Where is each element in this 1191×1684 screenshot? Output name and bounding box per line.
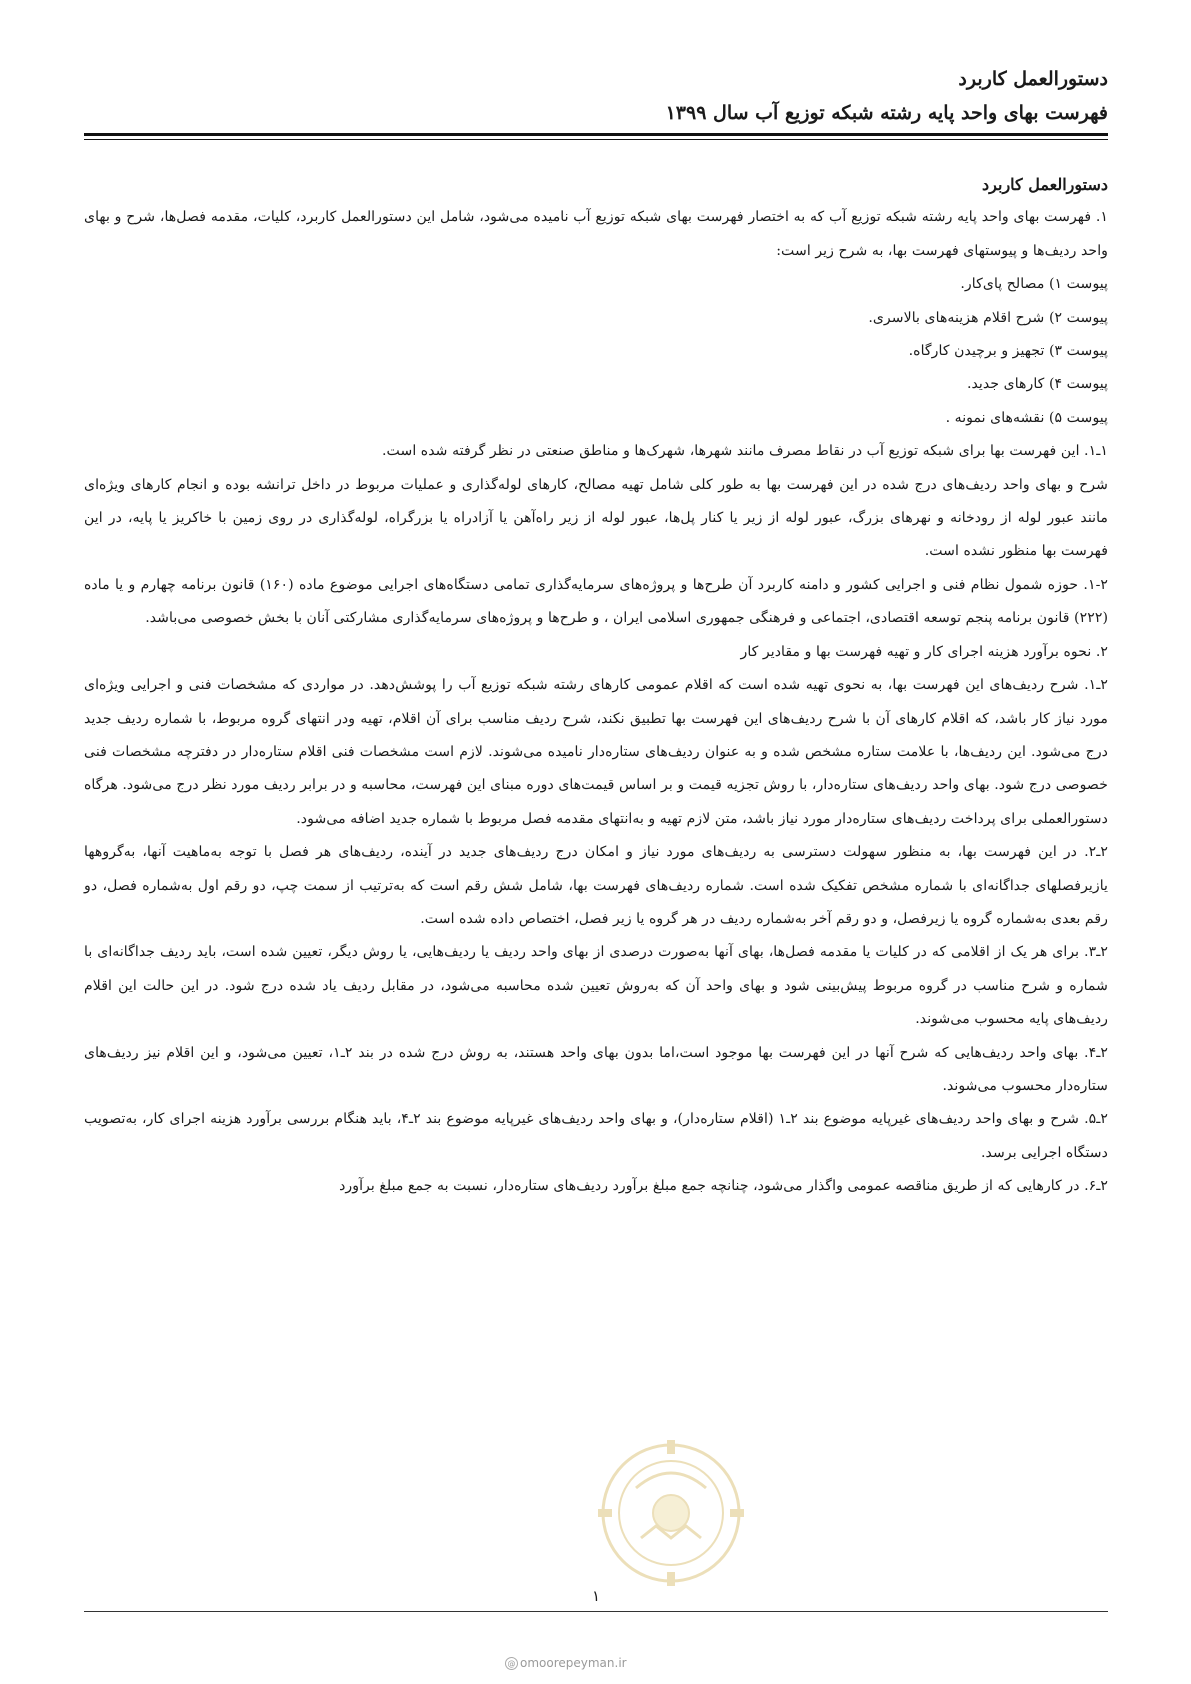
paragraph-2-5: ۲ـ۵. شرح و بهای واحد ردیف‌های غیرپایه موضوع بند ۲ـ۱ (اقلام ستاره‌دار)، و بهای واحد ردیف‌های غیرپایه موضوع بند ۲ـ۴، باید هنگام بررسی برآورد هزینه اجرای کار، به‌تصویب دستگاه اجرایی برسد. [84,1111,1109,1161]
paragraph-1-2: ۱-۲. حوزه شمول نظام فنی و اجرایی کشور و دامنه کاربرد آن طرح‌ها و پروژه‌های سرمایه‌گذاری تمامی دستگاه‌های اجرایی موضوع ماده (۱۶۰) قانون برنامه چهارم و یا ماده (۲۲۲) قانون برنامه پنجم توسعه اقتصادی، اجتماعی و فرهنگی جمهوری اسلامی ایران ، و طرح‌ها و پروژه‌های سرمایه‌گذاری مشارکتی آنان با بخش خصوصی می‌باشد. [84,576,1108,627]
page-header [84,62,1108,130]
paragraph-1-1: ۱ـ۱. این فهرست بها برای شبکه توزیع آب در نقاط مصرف مانند شهرها، شهرک‌ها و مناطق صنعتی در نظر گرفته شده است. [382,443,1108,460]
section-title: دستورالعمل کاربرد [982,175,1108,194]
page-number: ۱ [591,1587,601,1605]
at-sign-icon: @ [505,1657,518,1670]
appendix-item-1: پیوست ۱) مصالح پای‌کار. [960,276,1108,293]
appendix-item-5: پیوست ۵) نقشه‌های نمونه . [945,409,1108,426]
paragraph-2-3: ۲ـ۳. برای هر یک از اقلامی که در کلیات یا مقدمه فصل‌ها، بهای آنها به‌صورت درصدی از بهای واحد ردیف یا ردیف‌هایی، یا روش دیگر، تعیین شده است، باید ردیف جداگانه‌ای با شماره و شرح مناسب در گروه مربوط پیش‌بینی شود و بهای واحد آن که به‌روش تعیین شده محاسبه می‌شود، در مقابل ردیف یاد شده درج شود. در این حالت این اقلام ردیف‌های پایه محسوب می‌شوند. [84,944,1108,1028]
document-page [84,0,1108,1684]
paragraph-2-1: ۲ـ۱. شرح ردیف‌های این فهرست بها، به نحوی تهیه شده است که اقلام عمومی کارهای رشته شبکه توزیع آب را پوشش‌دهد. در مواردی که مشخصات فنی و اجرایی ویژه‌ای مورد نیاز کار باشد، که اقلام کارهای آن با شرح ردیف‌های این فهرست بها تطبیق نکند، شرح ردیف مناسب برای آن اقلام، تهیه ودر انتهای گروه مربوط، با شماره ردیف جدید درج می‌شود. این ردیف‌ها، با علامت ستاره مشخص شده و به عنوان ردیف‌های ستاره‌دار نامیده می‌شوند. لازم است مشخصات فنی اقلام ستاره‌دار در دفترچه مشخصات فنی خصوصی درج شود. بهای واحد ردیف‌های ستاره‌دار، با روش تجزیه قیمت و بر اساس قیمت‌های دوره مبنای این فهرست، محاسبه و در برابر ردیف مورد نظر درج می‌شود. هرگاه دستورالعملی برای پرداخت ردیف‌های ستاره‌دار مورد نیاز باشد، متن لازم تهیه و به‌انتهای مقدمه فصل مربوط با شماره جدید اضافه می‌شود. [84,677,1108,827]
appendix-item-2: پیوست ۲) شرح اقلام هزینه‌های بالاسری. [868,309,1108,326]
header-title: دستورالعمل کاربرد [958,68,1108,90]
header-rule-thin [84,139,1108,140]
paragraph-2-2: ۲ـ۲. در این فهرست بها، به منظور سهولت دسترسی به ردیف‌های مورد نیاز و امکان درج ردیف‌های جدید در آینده، ردیف‌های هر فصل با توجه به‌ماهیت آنها، به‌گروهها یازیرفصلهای جداگانه‌ای با شماره مشخص تفکیک شده است. شماره ردیف‌های فهرست بها، شامل شش رقم است که به‌ترتیب از سمت چپ، دو رقم اول به‌شماره فصل، دو رقم بعدی به‌شماره گروه یا زیرفصل، و دو رقم آخر به‌شماره ردیف در هر گروه یا زیر فصل، اختصاص داده شده است. [84,844,1108,927]
paragraph-1-1-scope: شرح و بهای واحد ردیف‌های درج شده در این فهرست بها به طور کلی شامل تهیه مصالح، کارهای لوله‌گذاری و عملیات مربوط در داخل ترانشه بوده و انجام کارهای ویژه‌ای مانند عبور لوله از رودخانه و نهرهای بزرگ، عبور لوله از زیر یا کنار پل‌ها، عبور لوله از زیر راه‌آهن یا آزادراه یا بزرگراه، لوله‌گذاری در روی زمین با خاکریز یا پایه، در این فهرست بها منظور نشده است. [84,476,1108,560]
paragraph-2-6: ۲ـ۶. در کارهایی که از طریق مناقصه عمومی واگذار می‌شود، چنانچه جمع مبلغ برآورد ردیف‌های ستاره‌دار، نسبت به جمع مبلغ برآورد [339,1178,1108,1195]
header-rule-thick [84,133,1108,136]
document-body [84,168,1108,1204]
paragraph-2: ۲. نحوه برآورد هزینه اجرای کار و تهیه فهرست بها و مقادیر کار [740,643,1108,660]
website-watermark [505,1656,627,1670]
watermark-seal-icon [596,1418,746,1608]
header-subtitle: فهرست بهای واحد پایه رشته شبکه توزیع آب سال ۱۳۹۹ [665,102,1108,124]
appendix-item-4: پیوست ۴) کارهای جدید. [966,376,1108,393]
paragraph-2-4: ۲ـ۴. بهای واحد ردیف‌هایی که شرح آنها در این فهرست بها موجود است،اما بدون بهای واحد هستند، به روش درج شده در بند ۲ـ۱، تعیین می‌شود، و این اقلام نیز ردیف‌های ستاره‌دار محسوب می‌شوند. [84,1044,1108,1094]
website-url: omoorepeyman.ir [520,1656,627,1670]
paragraph-1: ۱. فهرست بهای واحد پایه رشته شبکه توزیع آب که به اختصار فهرست بهای شبکه توزیع آب نامیده می‌شود، شامل این دستورالعمل کاربرد، کلیات، مقدمه فصل‌ها، شرح و بهای واحد ردیف‌ها و پیوستهای فهرست بها، به شرح زیر است: [84,209,1108,259]
footer-rule [84,1611,1108,1612]
appendix-item-3: پیوست ۳) تجهیز و برچیدن کارگاه. [908,343,1108,360]
